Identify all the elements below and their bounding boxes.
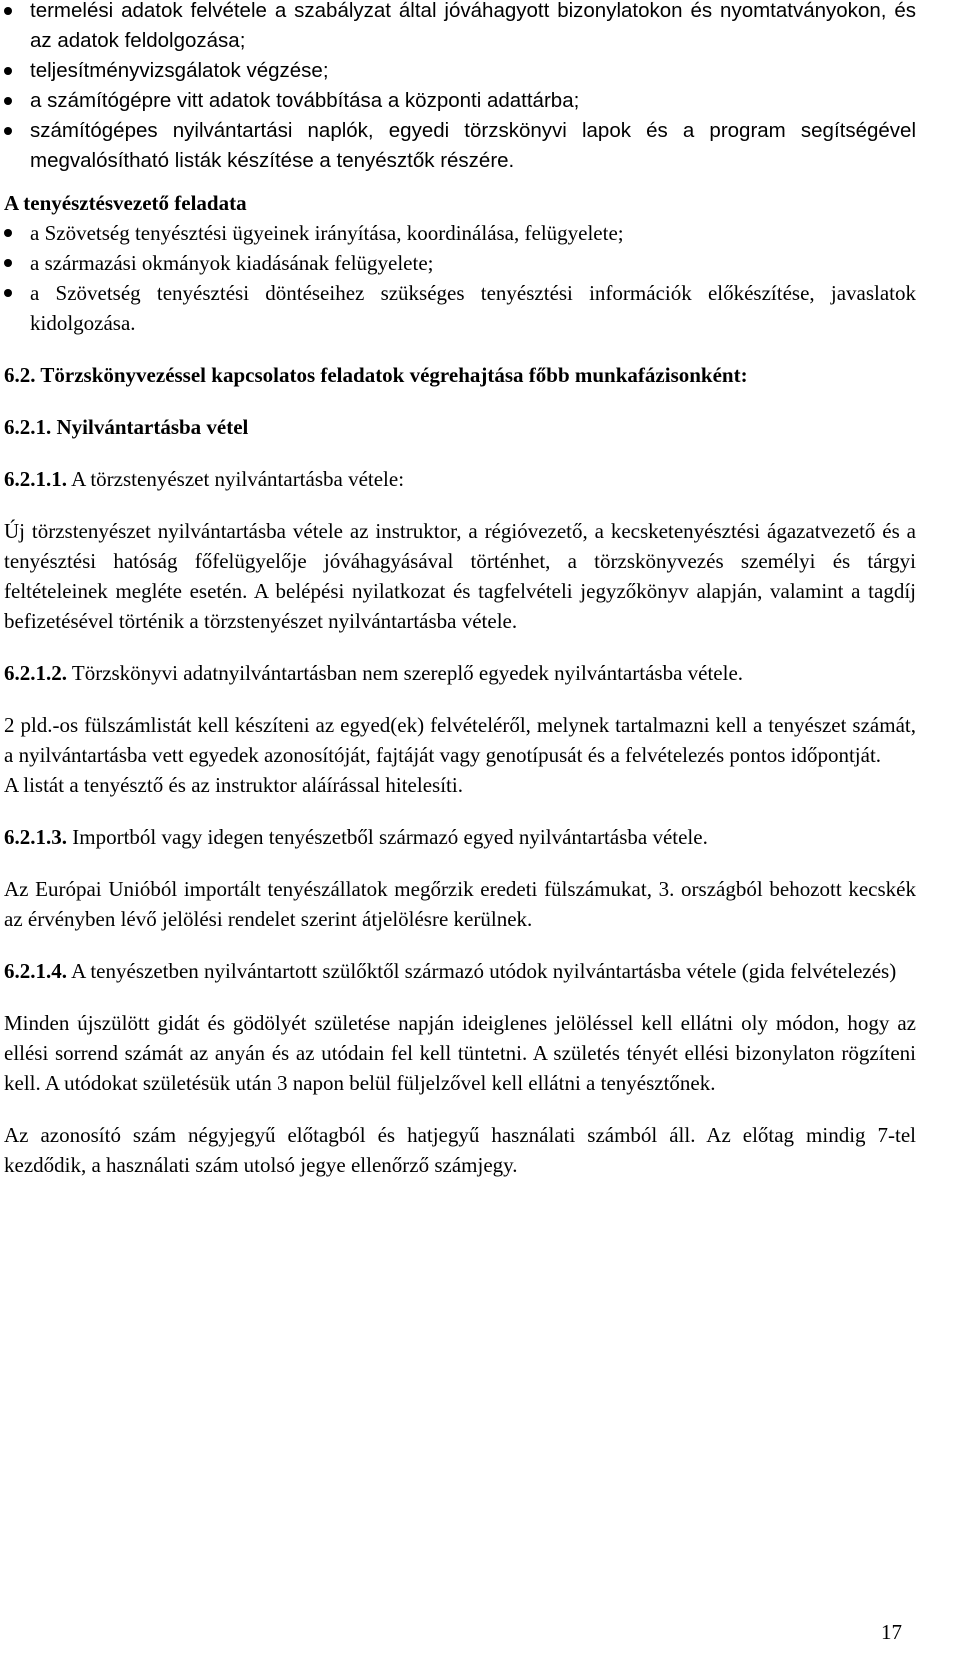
section-6-2-1-2-paragraph: 2 pld.-os fülszámlistát kell készíteni az egyed(ek) felvételéről, melynek tartalmazni kell a tenyészet számát, a nyilvántartásba vett egyedek azonosítóját, fajtáját vagy genotípusát és a felvételezés pontos időpontját.: [4, 713, 916, 767]
list-item: a származási okmányok kiadásának felügyelete;: [4, 248, 916, 278]
bullet-icon: [4, 259, 12, 267]
section-6-2-1-3-heading: [4, 822, 916, 852]
intro-bullet-list: [4, 0, 916, 176]
list-item: számítógépes nyilvántartási naplók, egyedi törzskönyvi lapok és a program segítségével megvalósítható listák készítése a tenyésztők részére.: [4, 116, 916, 176]
section-6-2-1-2-paragraph-2: A listát a tenyésztő és az instruktor aláírással hitelesíti.: [4, 773, 463, 797]
bullet-icon: [4, 7, 12, 15]
section-6-2-1-4-paragraph-2: Az azonosító szám négyjegyű előtagból és hatjegyű használati számból áll. Az előtag mindig 7-tel kezdődik, a használati szám utolsó jegye ellenőrző számjegy.: [4, 1123, 916, 1177]
section-title: A törzstenyészet nyilvántartásba vétele:: [67, 467, 405, 491]
list-item: a Szövetség tenyésztési ügyeinek irányítása, koordinálása, felügyelete;: [4, 218, 916, 248]
list-item: teljesítményvizsgálatok végzése;: [4, 56, 916, 86]
list-item: a számítógépre vitt adatok továbbítása a központi adattárba;: [4, 86, 916, 116]
section-6-2-1-1-paragraph: Új törzstenyészet nyilvántartásba vétele az instruktor, a régióvezető, a kecsketenyésztési ágazatvezető és a tenyésztési hatóság főfelügyelője jóváhagyásával történhet, a törzskönyvezés személyi és tárgyi feltételeinek megléte esetén. A belépési nyilatkozat és tagfelvételi jegyzőkönyv alapján, valamint a tagdíj befizetésével történik a törzstenyészet nyilvántartásba vétele.: [4, 519, 916, 633]
section-6-2-1-4-paragraph: Minden újszülött gidát és gödölyét születése napján ideiglenes jelöléssel kell ellátni oly módon, hogy az ellési sorrend számát az anyán és az utódain fel kell tüntetni. A születés tényét ellési bizonylaton rögzíteni kell. A utódokat születésük után 3 napon belül füljelzővel kell ellátni a tenyésztőnek.: [4, 1011, 916, 1095]
list-item: a Szövetség tenyésztési döntéseihez szükséges tenyésztési információk előkészítése, javaslatok kidolgozása.: [4, 278, 916, 338]
bullet-icon: [4, 67, 12, 75]
list-item: termelési adatok felvétele a szabályzat által jóváhagyott bizonylatokon és nyomtatványokon, és az adatok feldolgozása;: [4, 0, 916, 56]
leader-bullet-list: [4, 218, 916, 338]
page-content: [4, 0, 916, 1180]
section-6-2-1-2-heading: [4, 658, 916, 688]
leader-heading: A tenyésztésvezető feladata: [4, 191, 247, 215]
bullet-icon: [4, 289, 12, 297]
section-6-2-heading: 6.2. Törzskönyvezéssel kapcsolatos feladatok végrehajtása főbb munkafázisonként:: [4, 363, 748, 387]
section-title: A tenyészetben nyilvántartott szülőktől származó utódok nyilvántartásba vétele (gida felvételezés): [67, 959, 897, 983]
section-6-2-1-heading: 6.2.1. Nyilvántartásba vétel: [4, 415, 249, 439]
bullet-icon: [4, 97, 12, 105]
page-number: 17: [881, 1620, 902, 1644]
section-title: Importból vagy idegen tenyészetből származó egyed nyilvántartásba vétele.: [67, 825, 708, 849]
section-6-2-1-3-paragraph: Az Európai Unióból importált tenyészállatok megőrzik eredeti fülszámukat, 3. országból behozott kecskék az érvényben lévő jelölési rendelet szerint átjelölésre kerülnek.: [4, 877, 916, 931]
section-title: Törzskönyvi adatnyilvántartásban nem szereplő egyedek nyilvántartásba vétele.: [67, 661, 744, 685]
section-6-2-1-4-heading: [4, 956, 916, 986]
section-number: 6.2.1.2.: [4, 661, 67, 685]
section-number: 6.2.1.4.: [4, 959, 67, 983]
section-number: 6.2.1.1.: [4, 467, 67, 491]
bullet-icon: [4, 229, 12, 237]
section-6-2-1-1-heading: [4, 464, 916, 494]
section-number: 6.2.1.3.: [4, 825, 67, 849]
bullet-icon: [4, 127, 12, 135]
